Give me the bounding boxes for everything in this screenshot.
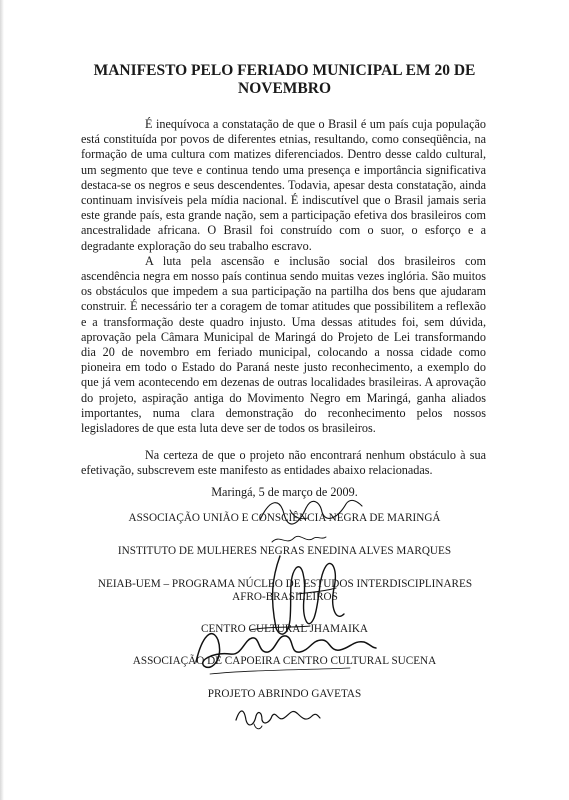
signatory-1: ASSOCIAÇÃO UNIÃO E CONSCIÊNCIA NEGRA DE MARINGÁ — [128, 512, 441, 524]
signature-1 — [250, 490, 370, 530]
date-line: Maringá, 5 de março de 2009. — [211, 485, 358, 499]
signatory-3: NEIAB-UEM – PROGRAMA NÚCLEO DE ESTUDOS INTERDISCIPLINARES AFRO-BRASILEIROS — [97, 578, 473, 603]
signature-5 — [232, 702, 322, 732]
page-edge-shadow — [0, 0, 4, 800]
document-title: MANIFESTO PELO FERIADO MUNICIPAL EM 20 DE NOVEMBRO — [93, 62, 476, 97]
signatory-2: INSTITUTO DE MULHERES NEGRAS ENEDINA ALVES MARQUES — [117, 545, 452, 557]
document-body — [81, 117, 486, 479]
signature-4 — [190, 618, 380, 678]
paragraph-2: A luta pela ascensão e inclusão social dos brasileiros com ascendência negra em nosso país continua sendo muitas vezes inglória. São muitos os obstáculos que impedem a sua participação na partilha dos bens que ajudaram construir. É necessário ter a coragem de tomar atitudes que possibilitem a reflexão e a transformação deste quadro injusto. Uma dessas atitudes foi, sem dúvida, aprovação pela Câmara Municipal de Maringá do Projeto de Lei transformando dia 20 de novembro em feriado municipal, colocando a nossa cidade como pioneira em todo o Estado do Paraná neste justo reconhecimento, a exemplo do que já vem acontecendo em dezenas de outras localidades brasileiras. A aprovação do projeto, aspiração antiga do Movimento Negro em Maringá, ganha aliados importantes, numa clara demonstração do reconhecimento pelos nossos legisladores de que esta luta deve ser de todos os brasileiros. — [81, 253, 486, 436]
signatory-6: PROJETO ABRINDO GAVETAS — [207, 688, 362, 700]
paragraph-3: Na certeza de que o projeto não encontrará nenhum obstáculo à sua efetivação, subscrevem este manifesto as entidades abaixo relacionadas. — [81, 448, 486, 478]
paragraph-1: É inequívoca a constatação de que o Brasil é um país cuja população está constituída por povos de diferentes etnias, resultando, como conseqüência, na formação de uma cultura com matizes diferenciados. Dentro desse caldo cultural, um segmento que teve e continua tendo uma presença e importância significativa destaca-se os negros e seus descendentes. Todavia, apesar desta constatação, ainda continuam invisíveis pela mídia nacional. É indiscutível que o Brasil jamais seria este grande país, esta grande nação, sem a participação efetiva dos brasileiros com ancestralidade africana. O Brasil foi construído com o suor, o esforço e a degradante exploração do seu trabalho escravo. — [81, 117, 486, 253]
signatory-5: ASSOCIAÇÃO DE CAPOEIRA CENTRO CULTURAL SUCENA — [132, 655, 437, 667]
signatory-4: CENTRO CULTURAL JHAMAIKA — [201, 623, 368, 635]
signature-2 — [268, 528, 328, 550]
